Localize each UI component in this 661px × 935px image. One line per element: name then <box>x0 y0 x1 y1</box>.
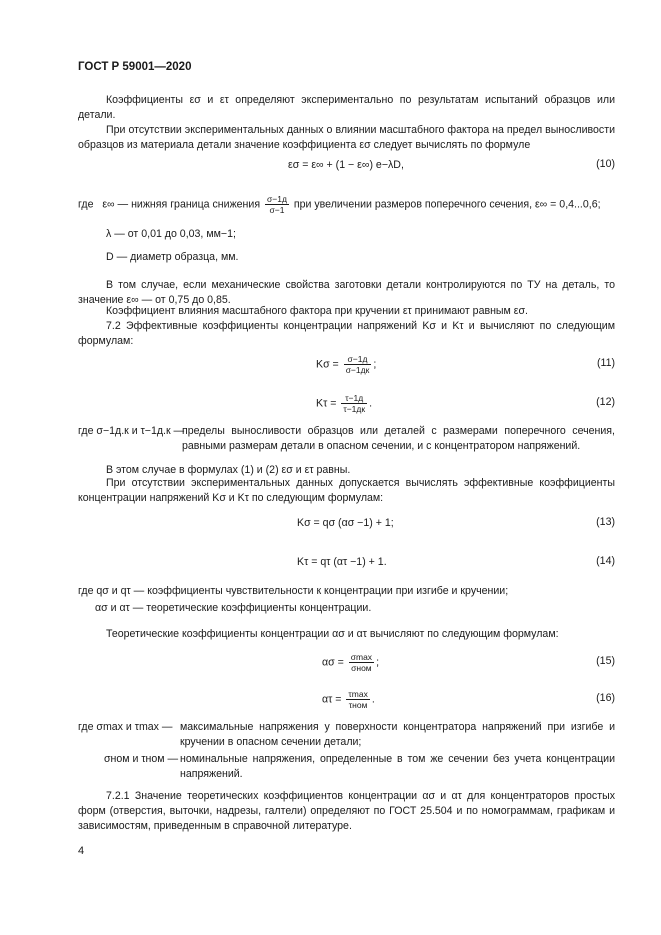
where-epsilon-text-a: ε∞ — нижняя граница снижения <box>102 198 261 211</box>
paragraph-coefficients: Коэффициенты εσ и ετ определяют экспериментально по результатам испытаний образцов или детали. <box>78 94 615 121</box>
formula-12-number: (12) <box>596 396 615 408</box>
formula-12 <box>316 393 372 414</box>
where-limits-prefix: где σ−1д.к и τ−1д.к — <box>78 425 185 437</box>
formula-15-lhs: ασ = <box>322 656 344 669</box>
formula-15-number: (15) <box>596 655 615 667</box>
paragraph-equal-case: В этом случае в формулах (1) и (2) εσ и ετ равны. <box>106 464 351 476</box>
where-max-prefix: где σmax и τmax — <box>78 721 173 733</box>
paragraph-7-2-1: 7.2.1 Значение теоретических коэффициентов концентрации ασ и ατ для концентраторов простых форм (отверстия, выточки, надрезы, галтели) определяют по ГОСТ 25.504 и по номограммам, графикам и зависимостям, приведенным в справочной литературе. <box>78 790 615 832</box>
fraction-denominator: σ−1 <box>269 205 285 215</box>
formula-15 <box>322 652 379 673</box>
ratio-fraction <box>265 194 289 215</box>
document-header: ГОСТ Р 59001—2020 <box>78 61 192 73</box>
fraction-denominator: τ−1дк <box>343 404 366 414</box>
where-epsilon-definition <box>78 194 601 215</box>
formula-13-number: (13) <box>596 516 615 528</box>
where-label: где <box>78 198 94 211</box>
paragraph-torsion-factor: Коэффициент влияния масштабного фактора при кручении ετ принимают равным εσ. <box>106 305 528 317</box>
paragraph-effective-coefficients: При отсутствии экспериментальных данных допускается вычислять эффективные коэффициенты концентрации напряжений Kσ и Kτ по следующим формулам: <box>78 477 615 504</box>
formula-12-lhs: Kτ = <box>316 397 337 410</box>
lambda-definition: λ — от 0,01 до 0,03, мм−1; <box>106 228 236 240</box>
formula-12-fraction <box>341 393 367 414</box>
formula-14-number: (14) <box>596 555 615 567</box>
formula-12-tail: . <box>369 397 373 410</box>
paragraph-7-2: 7.2 Эффективные коэффициенты концентрации напряжений Kσ и Kτ и вычисляют по следующим формулам: <box>78 320 615 347</box>
paragraph-scale-factor: При отсутствии экспериментальных данных о влиянии масштабного фактора на предел выносливости образцов из материала детали значение коэффициента εσ следует вычислять по формуле <box>78 124 615 151</box>
formula-11-lhs: Kσ = <box>316 358 339 371</box>
where-theoretical: ασ и ατ — теоретические коэффициенты концентрации. <box>95 602 372 614</box>
formula-10-number: (10) <box>596 158 615 170</box>
formula-10: εσ = ε∞ + (1 − ε∞) e−λD, <box>288 159 404 171</box>
formula-16-fraction <box>346 689 369 710</box>
paragraph-theoretical: Теоретические коэффициенты концентрации ασ и ατ вычисляют по следующим формулам: <box>106 628 559 640</box>
formula-15-fraction <box>349 652 374 673</box>
formula-11-number: (11) <box>596 357 615 369</box>
diameter-definition: D — диаметр образца, мм. <box>106 251 239 263</box>
where-sensitivity: где qσ и qτ — коэффициенты чувствительности к концентрации при изгибе и кручении; <box>78 585 509 597</box>
where-epsilon-text-b: при увеличении размеров поперечного сечения, ε∞ = 0,4...0,6; <box>293 198 601 211</box>
fraction-numerator: σmax <box>350 652 373 662</box>
fraction-denominator: σном <box>351 663 372 673</box>
formula-14: Kτ = qτ (ατ −1) + 1. <box>297 556 387 568</box>
where-max-text: максимальные напряжения у поверхности концентратора напряжений при изгибе и кручении в опасном сечении детали; <box>180 721 615 748</box>
where-nominal-prefix: σном и τном — <box>104 753 179 765</box>
formula-15-tail: ; <box>376 656 380 669</box>
page-number: 4 <box>78 845 85 857</box>
where-limits-text: пределы выносливости образцов или деталей с размерами поперечного сечения, равными размерам детали в опасном сечении, и с концентратором напряжений. <box>182 425 615 452</box>
paragraph-tu-control: В том случае, если механические свойства заготовки детали контролируются по ТУ на деталь, то значение ε∞ — от 0,75 до 0,85. <box>78 279 615 306</box>
formula-11-fraction <box>344 354 372 375</box>
fraction-denominator: τном <box>348 700 368 710</box>
formula-11-tail: ; <box>373 358 377 371</box>
formula-16-number: (16) <box>596 692 615 704</box>
fraction-numerator: τ−1д <box>341 393 367 404</box>
formula-16 <box>322 689 375 710</box>
formula-11 <box>316 354 376 375</box>
formula-16-lhs: ατ = <box>322 693 342 706</box>
fraction-denominator: σ−1дк <box>345 365 370 375</box>
fraction-numerator: τmax <box>348 689 368 699</box>
fraction-numerator: σ−1д <box>267 194 287 204</box>
fraction-numerator: σ−1д <box>344 354 372 365</box>
formula-13: Kσ = qσ (ασ −1) + 1; <box>297 517 394 529</box>
where-nominal-text: номинальные напряжения, определенные в том же сечении без учета концентрации напряжений. <box>180 753 615 780</box>
formula-16-tail: . <box>371 693 375 706</box>
